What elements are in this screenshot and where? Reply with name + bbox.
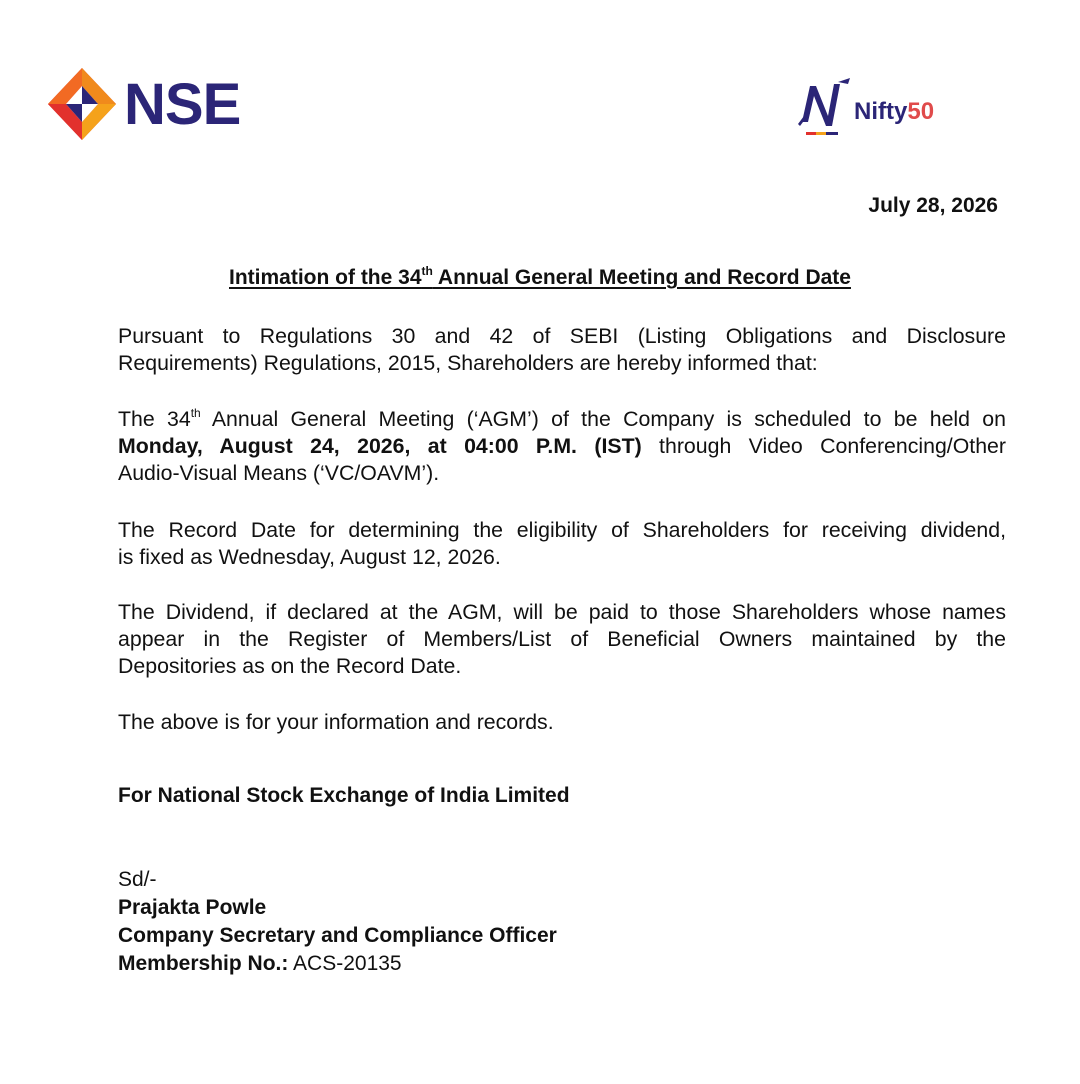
paragraph-line: The Dividend, if declared at the AGM, will be paid to those Shareholders whose names <box>118 600 1006 624</box>
nifty50-logo-text <box>854 98 934 126</box>
nifty-number: 50 <box>907 98 935 125</box>
letter-date: July 28, 2026 <box>868 194 998 217</box>
paragraph-line: Audio-Visual Means (‘VC/OAVM’). <box>118 461 440 485</box>
paragraph-closing <box>118 709 1006 736</box>
company-signoff-line: For National Stock Exchange of India Limited <box>118 784 570 807</box>
nifty-n-logo-icon <box>796 76 852 140</box>
heading-ordinal-suffix: th <box>421 264 433 278</box>
paragraph-line: Depositories as on the Record Date. <box>118 654 462 678</box>
membership-number <box>118 950 557 978</box>
signatory-name: Prajakta Powle <box>118 896 267 919</box>
paragraph-line <box>118 406 1006 433</box>
paragraph-line: Pursuant to Regulations 30 and 42 of SEBI (Listing Obligations and Disclosure <box>118 324 1006 348</box>
agm-text-post: Annual General Meeting (‘AGM’) of the Company is scheduled to be held on <box>200 407 1006 431</box>
membership-label: Membership No.: <box>118 952 289 975</box>
paragraph-agm-schedule <box>118 406 1006 487</box>
nse-diamond-logo-icon <box>46 66 118 142</box>
paragraph-line: The Record Date for determining the eligibility of Shareholders for receiving dividend, <box>118 518 1006 542</box>
paragraph-regulations <box>118 323 1006 377</box>
heading-text-post: Annual General Meeting and Record Date <box>432 266 851 289</box>
agm-datetime: Monday, August 24, 2026, at 04:00 P.M. (IST) <box>118 434 642 458</box>
nse-logo <box>46 66 240 142</box>
paragraph-line: The above is for your information and records. <box>118 710 554 734</box>
signatory-title: Company Secretary and Compliance Officer <box>118 924 557 947</box>
agm-mode-text: through Video Conferencing/Other <box>641 434 1006 458</box>
nifty-word: Nifty <box>854 98 908 125</box>
signed-marker: Sd/- <box>118 868 157 891</box>
nse-logo-text: NSE <box>124 72 241 137</box>
paragraph-line <box>118 433 1006 460</box>
signature-block <box>118 866 557 978</box>
membership-value: ACS-20135 <box>288 952 402 975</box>
heading-text-pre: Intimation of the 34 <box>229 266 422 289</box>
agm-ordinal-suffix: th <box>190 405 201 420</box>
nifty50-logo <box>796 76 934 140</box>
paragraph-line: Requirements) Regulations, 2015, Shareholders are hereby informed that: <box>118 351 818 375</box>
paragraph-line: appear in the Register of Members/List of Beneficial Owners maintained by the <box>118 627 1006 651</box>
paragraph-record-date <box>118 517 1006 571</box>
letter-heading <box>0 266 1080 290</box>
paragraph-dividend <box>118 599 1006 680</box>
paragraph-line: is fixed as Wednesday, August 12, 2026. <box>118 545 501 569</box>
agm-text-pre: The 34 <box>118 407 191 431</box>
